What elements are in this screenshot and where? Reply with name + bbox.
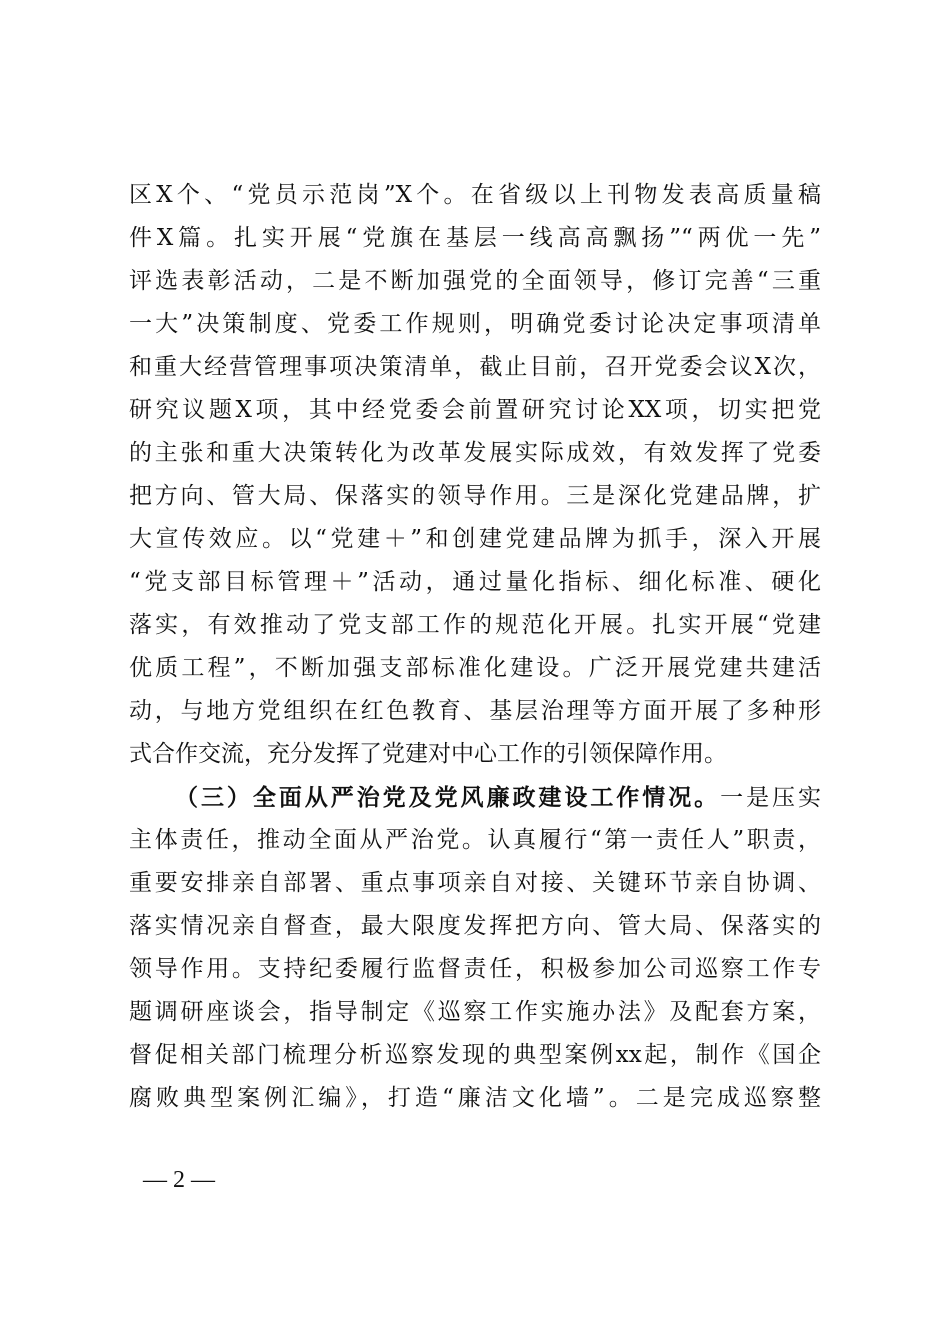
paragraph-line: 题调研座谈会，指导制定《巡察工作实施办法》及配套方案， bbox=[129, 999, 821, 1025]
paragraph-line: “党支部目标管理＋”活动，通过量化指标、细化标准、硬化 bbox=[129, 569, 821, 595]
paragraph-line: 评选表彰活动，二是不断加强党的全面领导，修订完善“三重 bbox=[129, 268, 821, 294]
paragraph-line: 腐败典型案例汇编》，打造“廉洁文化墙”。二是完成巡察整 bbox=[129, 1085, 821, 1111]
paragraph-line-rest: 一是压实 bbox=[720, 785, 822, 811]
paragraph-line: 重要安排亲自部署、重点事项亲自对接、关键环节亲自协调、 bbox=[129, 870, 821, 896]
paragraph-line: 和重大经营管理事项决策清单，截止目前，召开党委会议X次， bbox=[129, 354, 821, 380]
section-heading: （三）全面从严治党及党风廉政建设工作情况。 bbox=[175, 784, 721, 811]
paragraph-line: 研究议题X项，其中经党委会前置研究讨论XX项，切实把党 bbox=[129, 397, 821, 423]
paragraph-line: 领导作用。支持纪委履行监督责任，积极参加公司巡察工作专 bbox=[129, 956, 821, 982]
paragraph-line: 优质工程”，不断加强支部标准化建设。广泛开展党建共建活 bbox=[129, 655, 821, 681]
paragraph-line: 大宣传效应。以“党建＋”和创建党建品牌为抓手，深入开展 bbox=[129, 526, 821, 552]
paragraph-line: 的主张和重大决策转化为改革发展实际成效，有效发挥了党委 bbox=[129, 440, 821, 466]
paragraph-line: 落实，有效推动了党支部工作的规范化开展。扎实开展“党建 bbox=[129, 612, 821, 638]
paragraph-line: 督促相关部门梳理分析巡察发现的典型案例xx起，制作《国企 bbox=[129, 1042, 821, 1068]
paragraph-line: 主体责任，推动全面从严治党。认真履行“第一责任人”职责， bbox=[129, 827, 821, 853]
paragraph-line: 动，与地方党组织在红色教育、基层治理等方面开展了多种形 bbox=[129, 698, 821, 724]
section-heading-line bbox=[129, 776, 821, 819]
paragraph-line: 落实情况亲自督查，最大限度发挥把方向、管大局、保落实的 bbox=[129, 913, 821, 939]
paragraph-line: 式合作交流，充分发挥了党建对中心工作的引领保障作用。 bbox=[129, 741, 727, 767]
paragraph-line: 件X篇。扎实开展“党旗在基层一线高高飘扬”“两优一先” bbox=[129, 225, 821, 251]
paragraph-line: 一大”决策制度、党委工作规则，明确党委讨论决定事项清单 bbox=[129, 311, 821, 337]
document-body bbox=[129, 174, 821, 1120]
page-number: — 2 — bbox=[143, 1167, 215, 1193]
paragraph-line: 把方向、管大局、保落实的领导作用。三是深化党建品牌，扩 bbox=[129, 483, 821, 509]
paragraph-line: 区X个、“党员示范岗”X个。在省级以上刊物发表高质量稿 bbox=[129, 182, 821, 208]
